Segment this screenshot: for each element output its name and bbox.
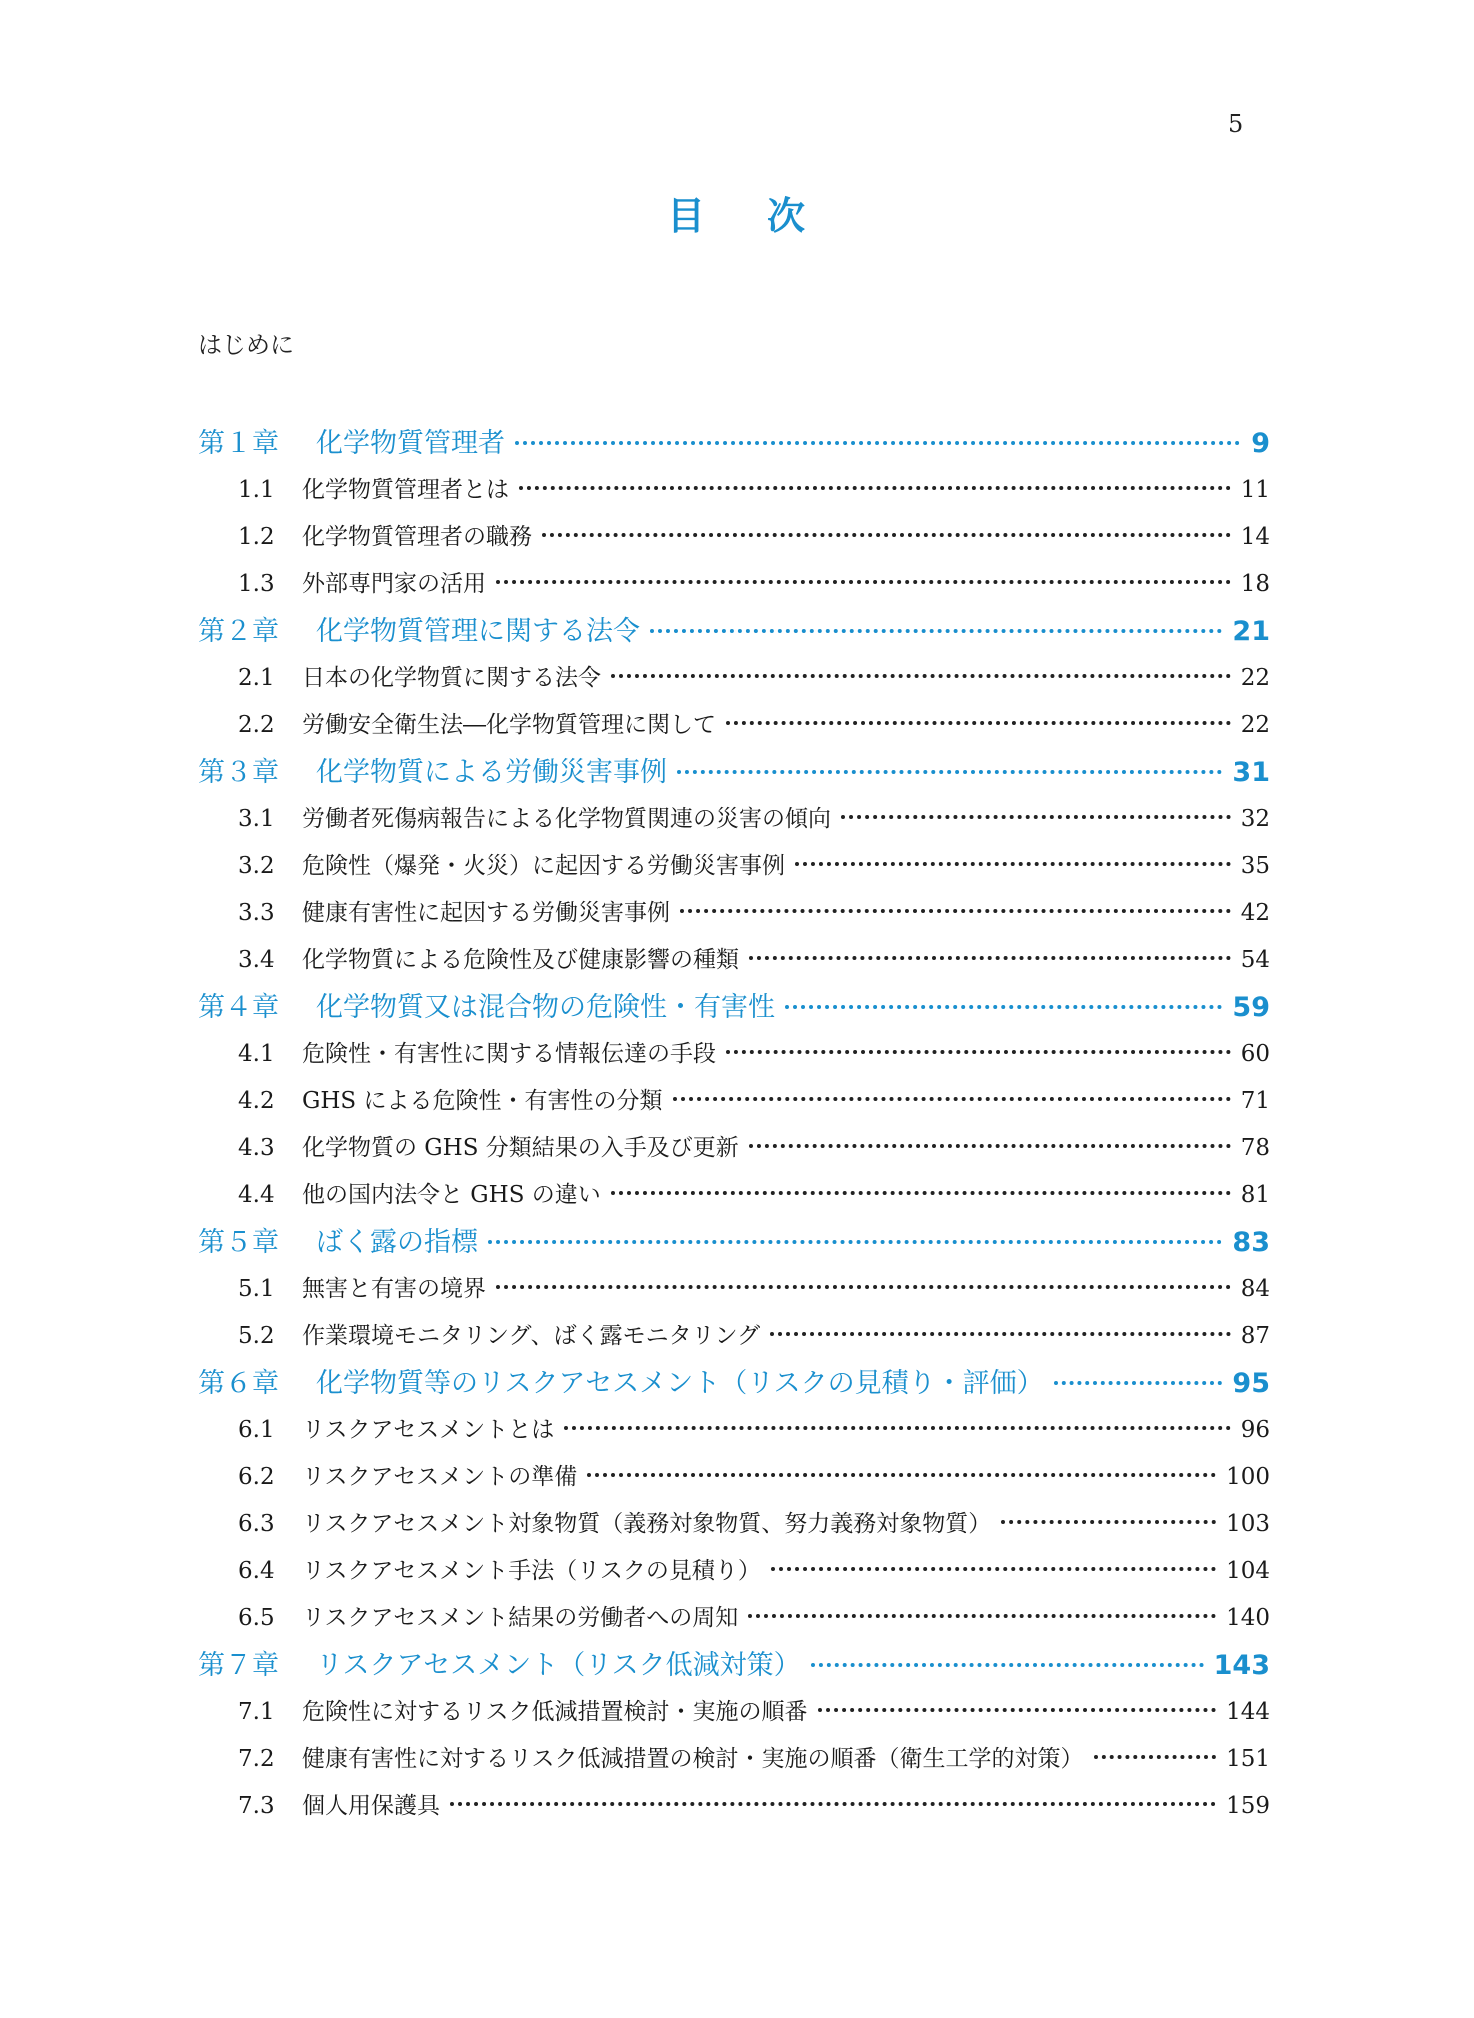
title-char: 次	[767, 194, 808, 238]
toc-section-row[interactable]	[198, 1031, 1270, 1078]
section-title: リスクアセスメントの準備	[302, 1464, 578, 1490]
section-page-number: 78	[1240, 1135, 1270, 1161]
chapter-number: 第２章	[198, 616, 279, 647]
section-title: 化学物質の GHS 分類結果の入手及び更新	[302, 1135, 739, 1161]
section-number: 6.4	[238, 1558, 275, 1584]
section-number: 3.1	[238, 806, 275, 832]
section-number: 2.1	[238, 665, 275, 691]
section-page-number: 32	[1240, 806, 1270, 832]
toc-section-row[interactable]	[198, 843, 1270, 890]
section-page-number: 54	[1240, 947, 1270, 973]
section-title: 他の国内法令と GHS の違い	[302, 1182, 601, 1208]
page-title	[0, 185, 1474, 240]
section-title: GHS による危険性・有害性の分類	[302, 1088, 663, 1114]
toc-chapter-row[interactable]	[198, 1642, 1270, 1689]
dot-leader	[749, 956, 1231, 960]
section-title: リスクアセスメント結果の労働者への周知	[302, 1605, 739, 1631]
dot-leader	[611, 674, 1231, 678]
dot-leader	[1054, 1381, 1223, 1385]
section-title: リスクアセスメント対象物質（義務対象物質、努力義務対象物質）	[302, 1511, 992, 1537]
dot-leader	[811, 1663, 1204, 1667]
section-title: 健康有害性に対するリスク低減措置の検討・実施の順番（衛生工学的対策）	[302, 1746, 1084, 1772]
dot-leader	[677, 770, 1222, 774]
section-page-number: 35	[1240, 853, 1270, 879]
dot-leader	[488, 1240, 1222, 1244]
section-number: 2.2	[238, 712, 275, 738]
dot-leader	[515, 441, 1240, 445]
chapter-title: 化学物質による労働災害事例	[316, 757, 667, 788]
dot-leader	[680, 909, 1231, 913]
section-number: 5.1	[238, 1276, 275, 1302]
title-char: 目	[666, 194, 707, 238]
toc-chapter-row[interactable]	[198, 420, 1270, 467]
section-title: リスクアセスメント手法（リスクの見積り）	[302, 1558, 761, 1584]
chapter-number: 第６章	[198, 1368, 279, 1399]
dot-leader	[795, 862, 1231, 866]
toc-section-row[interactable]	[198, 937, 1270, 984]
dot-leader	[650, 629, 1222, 633]
page-number: 5	[1228, 110, 1244, 138]
chapter-title: 化学物質管理に関する法令	[316, 616, 640, 647]
toc-section-row[interactable]	[198, 1689, 1270, 1736]
section-title: 化学物質による危険性及び健康影響の種類	[302, 947, 739, 973]
chapter-number: 第５章	[198, 1227, 279, 1258]
dot-leader	[818, 1708, 1217, 1712]
dot-leader	[841, 815, 1231, 819]
dot-leader	[496, 1285, 1231, 1289]
chapter-title: ばく露の指標	[316, 1227, 478, 1258]
section-page-number: 144	[1226, 1699, 1270, 1725]
section-title: 危険性（爆発・火災）に起因する労働災害事例	[302, 853, 785, 879]
dot-leader	[726, 1050, 1231, 1054]
section-page-number: 87	[1240, 1323, 1270, 1349]
dot-leader	[450, 1802, 1216, 1806]
chapter-number: 第１章	[198, 428, 279, 459]
section-page-number: 96	[1240, 1417, 1270, 1443]
section-page-number: 42	[1240, 900, 1270, 926]
section-number: 1.1	[238, 477, 275, 503]
dot-leader	[673, 1097, 1231, 1101]
dot-leader	[785, 1005, 1222, 1009]
dot-leader	[771, 1567, 1216, 1571]
toc-chapter-row[interactable]	[198, 1360, 1270, 1407]
chapter-number: 第７章	[198, 1650, 279, 1681]
section-page-number: 71	[1240, 1088, 1270, 1114]
dot-leader	[770, 1332, 1231, 1336]
section-number: 4.2	[238, 1088, 275, 1114]
toc-section-row[interactable]	[198, 1078, 1270, 1125]
toc-section-row[interactable]	[198, 467, 1270, 514]
section-number: 5.2	[238, 1323, 275, 1349]
toc-section-row[interactable]	[198, 1736, 1270, 1783]
section-title: 労働安全衛生法―化学物質管理に関して	[302, 712, 716, 738]
table-of-contents	[198, 420, 1270, 1830]
section-number: 4.1	[238, 1041, 275, 1067]
section-title: 個人用保護具	[302, 1793, 440, 1819]
section-page-number: 14	[1240, 524, 1270, 550]
section-title: 外部専門家の活用	[302, 571, 486, 597]
toc-chapter-row[interactable]	[198, 984, 1270, 1031]
toc-section-row[interactable]	[198, 1595, 1270, 1642]
chapter-title: 化学物質管理者	[316, 428, 505, 459]
toc-chapter-row[interactable]	[198, 749, 1270, 796]
section-page-number: 60	[1240, 1041, 1270, 1067]
toc-section-row[interactable]	[198, 1313, 1270, 1360]
section-number: 4.3	[238, 1135, 275, 1161]
section-page-number: 140	[1226, 1605, 1270, 1631]
toc-chapter-row[interactable]	[198, 1219, 1270, 1266]
toc-section-row[interactable]	[198, 514, 1270, 561]
chapter-page-number: 21	[1232, 616, 1270, 647]
chapter-page-number: 143	[1213, 1650, 1270, 1681]
toc-section-row[interactable]	[198, 655, 1270, 702]
chapter-page-number: 31	[1232, 757, 1270, 788]
toc-section-row[interactable]	[198, 1501, 1270, 1548]
section-title: 無害と有害の境界	[302, 1276, 486, 1302]
section-title: 化学物質管理者の職務	[302, 524, 532, 550]
section-number: 3.2	[238, 853, 275, 879]
chapter-title: 化学物質等のリスクアセスメント（リスクの見積り・評価）	[316, 1368, 1044, 1399]
chapter-page-number: 83	[1232, 1227, 1270, 1258]
toc-section-row[interactable]	[198, 890, 1270, 937]
dot-leader	[519, 486, 1231, 490]
section-page-number: 100	[1226, 1464, 1270, 1490]
section-number: 3.4	[238, 947, 275, 973]
toc-section-row[interactable]	[198, 1266, 1270, 1313]
section-page-number: 22	[1240, 712, 1270, 738]
section-title: 健康有害性に起因する労働災害事例	[302, 900, 670, 926]
toc-section-row[interactable]	[198, 796, 1270, 843]
toc-section-row[interactable]	[198, 1783, 1270, 1830]
section-page-number: 104	[1226, 1558, 1270, 1584]
section-number: 6.2	[238, 1464, 275, 1490]
toc-chapter-row[interactable]	[198, 608, 1270, 655]
dot-leader	[748, 1614, 1216, 1618]
dot-leader	[1001, 1520, 1216, 1524]
toc-intro-entry[interactable]: はじめに	[198, 331, 294, 359]
section-number: 1.2	[238, 524, 275, 550]
section-page-number: 11	[1240, 477, 1270, 503]
section-title: 危険性・有害性に関する情報伝達の手段	[302, 1041, 716, 1067]
section-page-number: 103	[1226, 1511, 1270, 1537]
section-number: 7.3	[238, 1793, 275, 1819]
toc-section-row[interactable]	[198, 1172, 1270, 1219]
dot-leader	[611, 1191, 1231, 1195]
chapter-page-number: 9	[1251, 428, 1270, 459]
section-number: 6.3	[238, 1511, 275, 1537]
section-title: 労働者死傷病報告による化学物質関連の災害の傾向	[302, 806, 831, 832]
toc-section-row[interactable]	[198, 1548, 1270, 1595]
section-number: 7.1	[238, 1699, 275, 1725]
section-page-number: 81	[1240, 1182, 1270, 1208]
section-number: 6.5	[238, 1605, 275, 1631]
dot-leader	[726, 721, 1231, 725]
dot-leader	[496, 580, 1231, 584]
chapter-title: 化学物質又は混合物の危険性・有害性	[316, 992, 775, 1023]
section-title: リスクアセスメントとは	[302, 1417, 555, 1443]
section-number: 4.4	[238, 1182, 275, 1208]
chapter-number: 第４章	[198, 992, 279, 1023]
section-page-number: 84	[1240, 1276, 1270, 1302]
chapter-number: 第３章	[198, 757, 279, 788]
section-number: 3.3	[238, 900, 275, 926]
section-number: 6.1	[238, 1417, 275, 1443]
dot-leader	[587, 1473, 1216, 1477]
toc-section-row[interactable]	[198, 1454, 1270, 1501]
dot-leader	[564, 1426, 1230, 1430]
dot-leader	[749, 1144, 1231, 1148]
section-number: 7.2	[238, 1746, 275, 1772]
dot-leader	[1094, 1755, 1217, 1759]
section-page-number: 18	[1240, 571, 1270, 597]
section-title: 化学物質管理者とは	[302, 477, 509, 503]
chapter-page-number: 95	[1232, 1368, 1270, 1399]
section-page-number: 22	[1240, 665, 1270, 691]
section-title: 作業環境モニタリング、ばく露モニタリング	[302, 1323, 761, 1349]
chapter-title: リスクアセスメント（リスク低減対策）	[316, 1650, 801, 1681]
toc-section-row[interactable]	[198, 1407, 1270, 1454]
toc-section-row[interactable]	[198, 1125, 1270, 1172]
section-title: 危険性に対するリスク低減措置検討・実施の順番	[302, 1699, 808, 1725]
toc-section-row[interactable]	[198, 702, 1270, 749]
chapter-page-number: 59	[1232, 992, 1270, 1023]
toc-section-row[interactable]	[198, 561, 1270, 608]
section-page-number: 159	[1226, 1793, 1270, 1819]
dot-leader	[542, 533, 1231, 537]
section-number: 1.3	[238, 571, 275, 597]
section-page-number: 151	[1226, 1746, 1270, 1772]
section-title: 日本の化学物質に関する法令	[302, 665, 601, 691]
